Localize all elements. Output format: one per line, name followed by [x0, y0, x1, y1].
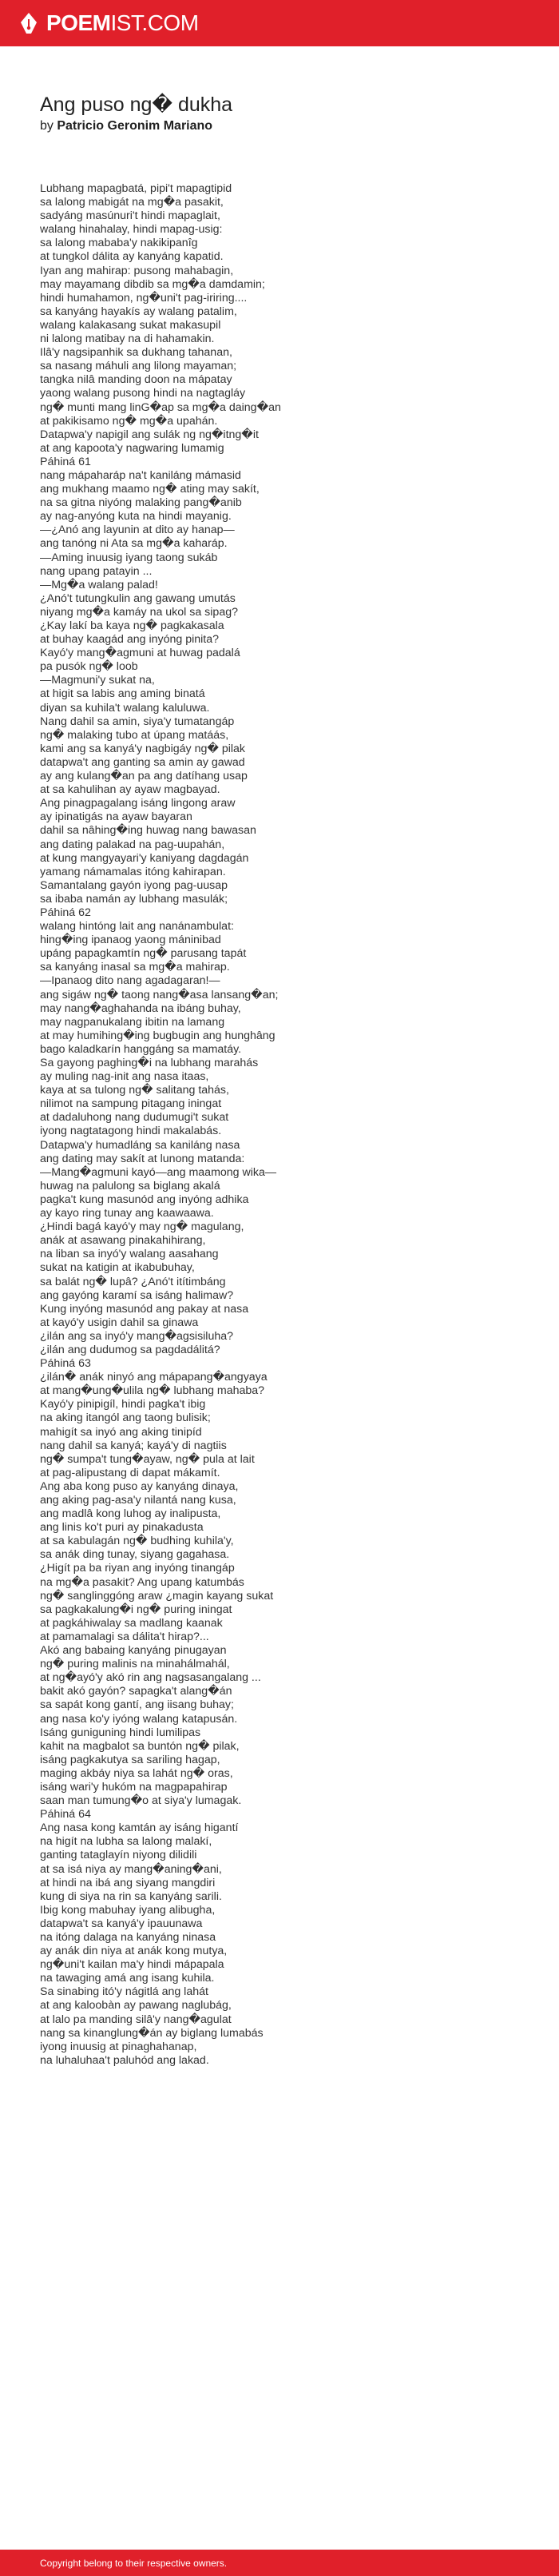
poem-line: ay nag-anyóng kuta na hindi mayanig. [40, 510, 232, 524]
poem-line: ang dating palakad na pag-uupahán, [40, 838, 225, 851]
poem-line: kaya at sa tulong ng� salitang tahás, [40, 1084, 229, 1097]
poem-line: na luhaluhaa't paluhód ang lakad. [40, 2053, 209, 2067]
poem-line: at pamamalagi sa dálita't hirap?... [40, 1630, 209, 1643]
poem-line: ang aking pag-asa'y nilantá nang kusa, [40, 1494, 236, 1507]
poem-line: ang dating may sakít at lunong matanda: [40, 1152, 245, 1165]
poem-line: pa pusók ng� loob [40, 660, 138, 674]
logo-text-light: IST.COM [110, 10, 199, 35]
poem-line: sa lalong mababa'y nakikipanîg [40, 237, 198, 250]
poem-line: ng�uni't kailan ma'y hindi mápapala [40, 1958, 224, 1972]
poem-line: Ang pinagpagalang isáng lingong araw [40, 797, 236, 810]
poem-line: sadyáng masúnuri't hindi mapaglait, [40, 209, 220, 223]
poem-line: ¿Hindi bagá kayó'y may ng� magulang, [40, 1220, 244, 1234]
poem-line: at tungkol dálita ay kanyáng kapatid. [40, 250, 224, 264]
poem-line: ang sigáw ng� taong nang�asa lansang�an; [40, 988, 279, 1001]
poem-line: at ang kaloobàn ay pawang naglubág, [40, 1999, 232, 2013]
poem-line: Kayó'y pinipigíl, hindi pagka't ibig [40, 1398, 206, 1411]
poem-line: hing�ing ipanaog yaong máninibad [40, 934, 221, 947]
poem-line: yaong walang pusong hindi na nagtagláy [40, 387, 246, 400]
poem-line: kami ang sa kanyá'y nagbigáy ng� pilak [40, 742, 246, 755]
poem-line: Páhiná 64 [40, 1808, 91, 1822]
poem-line: nilimot na sampung pitagang iningat [40, 1097, 222, 1111]
poem-line: at higit sa labis ang aming binatá [40, 687, 205, 701]
poem-line: may mayamang dibdib sa mg�a damdamin; [40, 277, 265, 291]
poem-line: may nagpanukalang ibitin na lamang [40, 1015, 225, 1029]
poem-line: Páhiná 63 [40, 1357, 91, 1371]
poem-line: ¿ilán� anák ninyó ang mápapang�angyaya [40, 1371, 268, 1384]
poem-line: iyong nagtatagong hindi makalabás. [40, 1125, 222, 1138]
poem-line: kahit na magbalot sa buntón ng� pilak, [40, 1739, 240, 1753]
poem-line: mahigít sa inyó ang aking tinipíd [40, 1425, 202, 1439]
poem-line: ang madlâ kong luhog ay inalipusta, [40, 1507, 221, 1521]
poem-line: ay kayo ring tunay ang kaawaawa. [40, 1207, 214, 1220]
poem-line: Ilâ'y nagsipanhik sa dukhang tahanan, [40, 346, 232, 360]
poem-line: maging akbáy niya sa lahát ng� oras, [40, 1766, 233, 1780]
poem-line: niyang mg�a kamáy na ukol sa sipag? [40, 605, 238, 619]
poem-line: walang hinahalay, hindi mapag-usig: [40, 223, 223, 237]
poem-line: Samantalang gayón iyong pag-uusap [40, 878, 228, 892]
poem-line: sa pagkakalung�i ng� puring iningat [40, 1603, 232, 1616]
poem-line: ¿Anó't tutungkulin ang gawang umutás [40, 591, 236, 605]
poem-line: at pag-alipustang di dapat mákamít. [40, 1466, 220, 1479]
poem-line: sa ibaba namán ay lubhang masulák; [40, 892, 228, 906]
poem-line: —Ipanaog dito nang agadagaran!— [40, 974, 220, 988]
poem-line: ¿ilán ang dudumog sa pagdadálitá? [40, 1343, 220, 1356]
poem-line: ng� sanglinggóng araw ¿magin kayang sukat [40, 1589, 274, 1603]
poem-body [40, 182, 519, 2068]
poem-line: at pakikisamo ng� mg�a upahán. [40, 414, 218, 428]
poem-line: tangka nilâ manding doon na mápatay [40, 373, 232, 387]
poem-line: sa sapát kong gantí, ang iisang buhay; [40, 1698, 234, 1712]
site-footer [0, 2550, 559, 2576]
poem-line: Akó ang babaing kanyáng pinugayan [40, 1644, 227, 1658]
poem-line: ay muling nag-init ang nasa itaas, [40, 1070, 209, 1084]
poem-line: —Aming inuusig iyang taong sukáb [40, 551, 218, 564]
poem-line: na sa gitna niyóng malaking pang�anib [40, 496, 242, 510]
poem-line: ¿Higít pa ba riyan ang inyóng tinangáp [40, 1562, 235, 1575]
poem-line: yamang námamalas itóng kahirapan. [40, 865, 226, 878]
poem-line: Datapwa'y humadláng sa kaniláng nasa [40, 1138, 240, 1152]
poem-line: bago kaladkarín hanggáng sa mamatáy. [40, 1042, 242, 1056]
poem-line: ang tanóng ni Ata sa mg�a kaharáp. [40, 537, 228, 551]
poem-line: ang gayóng karamí sa isáng halimaw? [40, 1288, 234, 1302]
poem-line: Kung inyóng masunód ang pakay at nasa [40, 1302, 249, 1316]
poem-line: Ang nasa kong kamtán ay isáng higantí [40, 1822, 239, 1835]
poem-line: at sa kabulagán ng� budhing kuhila'y, [40, 1535, 234, 1548]
poem-line: Sa gayong paghing�i na lubhang marahás [40, 1057, 259, 1069]
poem-line: anák at asawang pinakahihirang, [40, 1234, 206, 1248]
poem-line: Kayó'y mang�agmuni at huwag padalá [40, 647, 240, 660]
poem-line: may nang�aghahanda na ibáng buhay, [40, 1001, 241, 1015]
poem-line: —Mang�agmuni kayó—ang maamong wika— [40, 1165, 277, 1179]
poem-line: sa kanyáng inasal sa mg�a mahirap. [40, 961, 230, 974]
poem-line: at pagkáhiwalay sa madlang kaanak [40, 1616, 223, 1630]
poem-line: upáng papagkamtín ng� parusang tapát [40, 947, 247, 961]
poem-line: isáng wari'y hukóm na magpapahirap [40, 1780, 228, 1794]
poem-line: sa nasang máhuli ang lilong mayaman; [40, 360, 237, 373]
poem-line: at kung mangyayari'y kaniyang dagdagán [40, 851, 249, 865]
poem-line: Datapwa'y napigil ang sulák ng ng�itng�it [40, 428, 259, 441]
poem-line: bakit akó gayón? sapagka't alang�án [40, 1685, 232, 1698]
poem-line: ni lalong matibay na di hahamakin. [40, 332, 215, 346]
poem-line: at kayó'y usigin dahil sa ginawa [40, 1316, 199, 1329]
poem-line: at dadaluhong nang dudumugi't sukat [40, 1111, 229, 1125]
logo-text-bold: POEM [46, 10, 111, 35]
author-link[interactable]: Patricio Geronim Mariano [57, 119, 213, 133]
poem-line: sa lalong mabigát na mg�a pasakit, [40, 196, 224, 209]
poem-line: ay ipinatigás na ayaw bayaran [40, 810, 192, 824]
byline [40, 118, 519, 134]
site-logo[interactable] [18, 12, 199, 34]
poem-line: at ang kapoota'y nagwaring lumamig [40, 441, 224, 455]
poem-line: dahil sa nâhing�ing huwag nang bawasan [40, 824, 256, 838]
poem-line: sukat na katigin at ikabubuhay, [40, 1261, 195, 1275]
poem-line: at mang�ung�ulila ng� lubhang mahaba? [40, 1384, 265, 1398]
poem-line: na aking itangól ang taong bulisik; [40, 1411, 211, 1425]
poem-line: na itóng dalaga na kanyáng ninasa [40, 1931, 216, 1944]
poem-line: na liban sa inyó'y walang aasahang [40, 1248, 219, 1261]
poem-line: ¿Kay lakí ba kaya ng� pagkakasala [40, 619, 224, 632]
poem-line: at hindi na ibá ang siyang mangdiri [40, 1876, 216, 1889]
poem-line: datapwa't ang ganting sa amin ay gawad [40, 755, 245, 769]
poem-line: ang mukhang maamo ng� ating may sakít, [40, 483, 260, 496]
poem-line: —Magmuni'y sukat na, [40, 674, 155, 687]
poem-line: Isáng guniguning hindi lumilipas [40, 1726, 201, 1739]
poem-line: Ang aba kong puso ay kanyáng dinaya, [40, 1479, 239, 1493]
poem-line: Lubhang mapagbatá, pipi't mapagtipid [40, 182, 232, 195]
poem-line: Sa sinabing itó'y nágitlá ang lahát [40, 1985, 208, 1999]
poem-line: iyong inuusig at pinaghahanap, [40, 2040, 197, 2053]
poem-line: nang upang patayin ... [40, 564, 153, 578]
poem-line: datapwa't sa kanyá'y ipauunawa [40, 1917, 203, 1930]
poem-line: walang kalakasang sukat makasupil [40, 318, 221, 332]
poem-line: at buhay kaagád ang inyóng pinita? [40, 633, 220, 647]
poem-line: ng� sumpa't tung�ayaw, ng� pula at lait [40, 1452, 255, 1466]
poem-line: pagka't kung masunód ang inyóng adhika [40, 1192, 249, 1206]
poem-line: Iyan ang mahirap: pusong mahabagin, [40, 264, 234, 277]
poem-line: at sa isá niya ay mang�aning�ani, [40, 1862, 222, 1876]
poem-line: na mg�a pasakit? Ang upang katumbás [40, 1575, 244, 1589]
poem-line: sa anák ding tunay, siyang gagahasa. [40, 1548, 230, 1562]
site-header [0, 0, 559, 46]
poem-line: ¿ilán ang sa inyó'y mang�agsisiluha? [40, 1329, 234, 1343]
poem-line: kung di siya na rin sa kanyáng sarili. [40, 1889, 222, 1903]
poem-line: sa kanyáng hayakís ay walang patalim, [40, 305, 237, 318]
poem-line: nang mápaharáp na't kaniláng mámasid [40, 468, 241, 482]
poem-line: at sa kahulihan ay ayaw magbayad. [40, 783, 220, 797]
poem-line: Nang dahil sa amin, siya'y tumatangáp [40, 715, 235, 728]
pen-nib-icon [18, 12, 40, 34]
poem-line: at lalo pa manding silâ'y nang�agulat [40, 2013, 232, 2026]
poem-line: ng� malaking tubo at úpang matáás, [40, 728, 229, 742]
poem-line: —¿Anó ang layunin at dito ay hanap— [40, 524, 235, 537]
poem-line: Ibig kong mabuhay iyang alibugha, [40, 1903, 216, 1917]
poem-line: at ng�ayó'y akó rin ang nagsasangalang ... [40, 1671, 261, 1685]
poem-line: ay ang kulang�an pa ang datíhang usap [40, 770, 248, 783]
poem-article [40, 93, 519, 2068]
poem-line: nang dahil sa kanyá; kayá'y di nagtiis [40, 1439, 227, 1452]
poem-line: hindi humahamon, ng�uni't pag-iriring.... [40, 291, 248, 305]
poem-line: ng� munti mang linG�ap sa mg�a daing�an [40, 400, 281, 414]
poem-line: na tawaging amá ang isang kuhila. [40, 1972, 215, 1985]
poem-line: ganting tataglayín niyong dilidili [40, 1849, 197, 1862]
poem-line: isáng pagkakutya sa sariling hagap, [40, 1753, 220, 1766]
poem-line: na higít na lubha sa lalong malakí, [40, 1835, 212, 1849]
poem-line: ng� puring malinis na minahálmahál, [40, 1658, 230, 1671]
poem-line: Páhiná 61 [40, 455, 91, 468]
poem-title: Ang puso ng� dukha [40, 94, 233, 116]
poem-line: ay anák din niya at anák kong mutya, [40, 1945, 228, 1958]
poem-line: sa balát ng� lupâ? ¿Anó't itítimbáng [40, 1275, 226, 1288]
poem-line: at may humihing�ing bugbugin ang hunghâng [40, 1029, 276, 1042]
poem-line: huwag na palulong sa biglang akalá [40, 1179, 220, 1192]
poem-line: walang hintóng lait ang nanánambulat: [40, 920, 234, 934]
poem-line: Páhiná 62 [40, 906, 91, 919]
poem-line: ang nasa ko'y iyóng walang katapusán. [40, 1712, 238, 1726]
poem-line: diyan sa kuhila't walang kaluluwa. [40, 701, 210, 715]
poem-line: nang sa kinanglung�án ay biglang lumabás [40, 2026, 264, 2040]
poem-line: ang linis ko't puri ay pinakadusta [40, 1521, 204, 1535]
copyright-text: Copyright belong to their respective owners. [40, 2557, 228, 2569]
poem-line: saan man tumung�o at siya'y lumagak. [40, 1794, 242, 1808]
poem-line: —Mg�a walang palad! [40, 578, 158, 591]
by-label: by [40, 119, 54, 133]
